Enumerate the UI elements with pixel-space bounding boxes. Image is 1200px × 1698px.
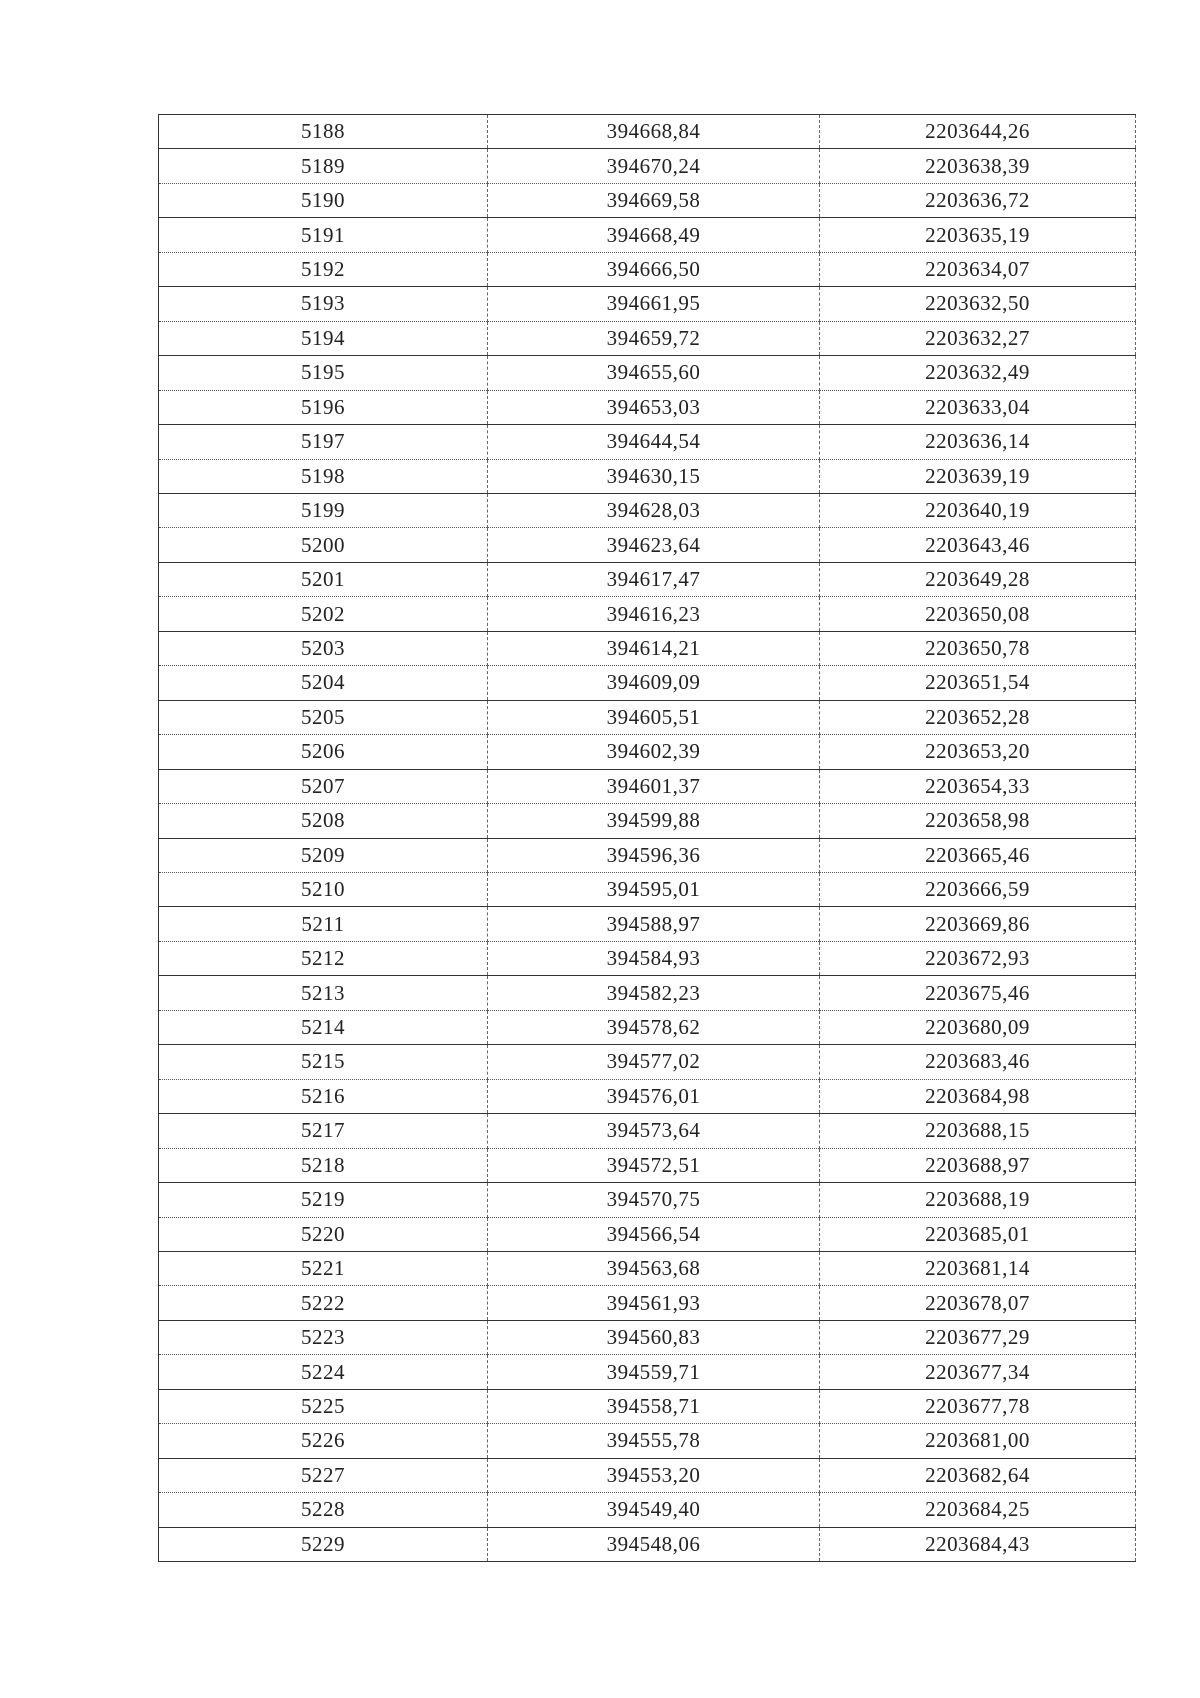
point-number-cell: 5188 <box>159 115 488 149</box>
y-coordinate-cell: 2203636,72 <box>820 183 1136 217</box>
point-number-cell: 5195 <box>159 356 488 390</box>
y-coordinate-cell: 2203653,20 <box>820 735 1136 769</box>
x-coordinate-cell: 394596,36 <box>488 838 820 872</box>
y-coordinate-cell: 2203669,86 <box>820 907 1136 941</box>
table-row <box>159 1389 1136 1423</box>
table-row <box>159 356 1136 390</box>
table-row <box>159 1010 1136 1044</box>
y-coordinate-cell: 2203677,34 <box>820 1355 1136 1389</box>
table-row <box>159 838 1136 872</box>
table-row <box>159 287 1136 321</box>
table-row <box>159 1493 1136 1527</box>
x-coordinate-cell: 394555,78 <box>488 1424 820 1458</box>
y-coordinate-cell: 2203651,54 <box>820 666 1136 700</box>
point-number-cell: 5202 <box>159 597 488 631</box>
point-number-cell: 5198 <box>159 459 488 493</box>
table-row <box>159 1527 1136 1561</box>
table-row <box>159 1217 1136 1251</box>
table-row <box>159 1320 1136 1354</box>
point-number-cell: 5222 <box>159 1286 488 1320</box>
x-coordinate-cell: 394601,37 <box>488 769 820 803</box>
point-number-cell: 5204 <box>159 666 488 700</box>
table-row <box>159 562 1136 596</box>
table-row <box>159 666 1136 700</box>
table-row <box>159 1114 1136 1148</box>
y-coordinate-cell: 2203688,19 <box>820 1183 1136 1217</box>
y-coordinate-cell: 2203666,59 <box>820 872 1136 906</box>
coordinates-table <box>158 114 1136 1562</box>
point-number-cell: 5191 <box>159 218 488 252</box>
table-row <box>159 1045 1136 1079</box>
x-coordinate-cell: 394595,01 <box>488 872 820 906</box>
point-number-cell: 5218 <box>159 1148 488 1182</box>
point-number-cell: 5224 <box>159 1355 488 1389</box>
y-coordinate-cell: 2203643,46 <box>820 528 1136 562</box>
point-number-cell: 5194 <box>159 321 488 355</box>
point-number-cell: 5189 <box>159 149 488 183</box>
y-coordinate-cell: 2203677,78 <box>820 1389 1136 1423</box>
y-coordinate-cell: 2203665,46 <box>820 838 1136 872</box>
point-number-cell: 5228 <box>159 1493 488 1527</box>
x-coordinate-cell: 394614,21 <box>488 631 820 665</box>
point-number-cell: 5208 <box>159 804 488 838</box>
x-coordinate-cell: 394558,71 <box>488 1389 820 1423</box>
x-coordinate-cell: 394572,51 <box>488 1148 820 1182</box>
y-coordinate-cell: 2203632,50 <box>820 287 1136 321</box>
x-coordinate-cell: 394609,09 <box>488 666 820 700</box>
table-row <box>159 1183 1136 1217</box>
table-row <box>159 1148 1136 1182</box>
point-number-cell: 5201 <box>159 562 488 596</box>
y-coordinate-cell: 2203678,07 <box>820 1286 1136 1320</box>
table-row <box>159 252 1136 286</box>
point-number-cell: 5209 <box>159 838 488 872</box>
y-coordinate-cell: 2203681,14 <box>820 1251 1136 1285</box>
y-coordinate-cell: 2203632,49 <box>820 356 1136 390</box>
table-row <box>159 804 1136 838</box>
x-coordinate-cell: 394570,75 <box>488 1183 820 1217</box>
x-coordinate-cell: 394668,49 <box>488 218 820 252</box>
y-coordinate-cell: 2203634,07 <box>820 252 1136 286</box>
x-coordinate-cell: 394616,23 <box>488 597 820 631</box>
table-row <box>159 631 1136 665</box>
x-coordinate-cell: 394668,84 <box>488 115 820 149</box>
x-coordinate-cell: 394628,03 <box>488 493 820 527</box>
x-coordinate-cell: 394582,23 <box>488 976 820 1010</box>
x-coordinate-cell: 394560,83 <box>488 1320 820 1354</box>
x-coordinate-cell: 394617,47 <box>488 562 820 596</box>
table-row <box>159 700 1136 734</box>
y-coordinate-cell: 2203649,28 <box>820 562 1136 596</box>
point-number-cell: 5214 <box>159 1010 488 1044</box>
x-coordinate-cell: 394576,01 <box>488 1079 820 1113</box>
point-number-cell: 5197 <box>159 425 488 459</box>
table-row <box>159 493 1136 527</box>
y-coordinate-cell: 2203685,01 <box>820 1217 1136 1251</box>
point-number-cell: 5205 <box>159 700 488 734</box>
table-row <box>159 321 1136 355</box>
y-coordinate-cell: 2203684,25 <box>820 1493 1136 1527</box>
y-coordinate-cell: 2203638,39 <box>820 149 1136 183</box>
table-row <box>159 907 1136 941</box>
point-number-cell: 5225 <box>159 1389 488 1423</box>
point-number-cell: 5215 <box>159 1045 488 1079</box>
point-number-cell: 5227 <box>159 1458 488 1492</box>
x-coordinate-cell: 394644,54 <box>488 425 820 459</box>
table-row <box>159 115 1136 149</box>
table-row <box>159 769 1136 803</box>
y-coordinate-cell: 2203680,09 <box>820 1010 1136 1044</box>
table-row <box>159 183 1136 217</box>
y-coordinate-cell: 2203636,14 <box>820 425 1136 459</box>
point-number-cell: 5229 <box>159 1527 488 1561</box>
table-row <box>159 149 1136 183</box>
table-row <box>159 1251 1136 1285</box>
y-coordinate-cell: 2203633,04 <box>820 390 1136 424</box>
point-number-cell: 5221 <box>159 1251 488 1285</box>
x-coordinate-cell: 394666,50 <box>488 252 820 286</box>
point-number-cell: 5217 <box>159 1114 488 1148</box>
x-coordinate-cell: 394602,39 <box>488 735 820 769</box>
y-coordinate-cell: 2203675,46 <box>820 976 1136 1010</box>
table-row <box>159 425 1136 459</box>
x-coordinate-cell: 394549,40 <box>488 1493 820 1527</box>
x-coordinate-cell: 394661,95 <box>488 287 820 321</box>
y-coordinate-cell: 2203658,98 <box>820 804 1136 838</box>
y-coordinate-cell: 2203650,78 <box>820 631 1136 665</box>
y-coordinate-cell: 2203688,97 <box>820 1148 1136 1182</box>
x-coordinate-cell: 394599,88 <box>488 804 820 838</box>
x-coordinate-cell: 394577,02 <box>488 1045 820 1079</box>
table-row <box>159 976 1136 1010</box>
point-number-cell: 5200 <box>159 528 488 562</box>
y-coordinate-cell: 2203644,26 <box>820 115 1136 149</box>
x-coordinate-cell: 394561,93 <box>488 1286 820 1320</box>
x-coordinate-cell: 394659,72 <box>488 321 820 355</box>
x-coordinate-cell: 394578,62 <box>488 1010 820 1044</box>
table-row <box>159 1355 1136 1389</box>
point-number-cell: 5203 <box>159 631 488 665</box>
point-number-cell: 5206 <box>159 735 488 769</box>
x-coordinate-cell: 394630,15 <box>488 459 820 493</box>
table-row <box>159 941 1136 975</box>
point-number-cell: 5192 <box>159 252 488 286</box>
table-row <box>159 735 1136 769</box>
coordinates-table-body <box>159 115 1136 1562</box>
y-coordinate-cell: 2203635,19 <box>820 218 1136 252</box>
y-coordinate-cell: 2203682,64 <box>820 1458 1136 1492</box>
y-coordinate-cell: 2203681,00 <box>820 1424 1136 1458</box>
y-coordinate-cell: 2203688,15 <box>820 1114 1136 1148</box>
y-coordinate-cell: 2203632,27 <box>820 321 1136 355</box>
point-number-cell: 5199 <box>159 493 488 527</box>
x-coordinate-cell: 394584,93 <box>488 941 820 975</box>
point-number-cell: 5213 <box>159 976 488 1010</box>
x-coordinate-cell: 394653,03 <box>488 390 820 424</box>
x-coordinate-cell: 394623,64 <box>488 528 820 562</box>
x-coordinate-cell: 394605,51 <box>488 700 820 734</box>
table-row <box>159 1079 1136 1113</box>
y-coordinate-cell: 2203640,19 <box>820 493 1136 527</box>
point-number-cell: 5207 <box>159 769 488 803</box>
table-row <box>159 1458 1136 1492</box>
point-number-cell: 5196 <box>159 390 488 424</box>
y-coordinate-cell: 2203684,98 <box>820 1079 1136 1113</box>
table-row <box>159 597 1136 631</box>
x-coordinate-cell: 394588,97 <box>488 907 820 941</box>
point-number-cell: 5190 <box>159 183 488 217</box>
y-coordinate-cell: 2203654,33 <box>820 769 1136 803</box>
x-coordinate-cell: 394563,68 <box>488 1251 820 1285</box>
table-row <box>159 1424 1136 1458</box>
y-coordinate-cell: 2203652,28 <box>820 700 1136 734</box>
table-row <box>159 1286 1136 1320</box>
point-number-cell: 5219 <box>159 1183 488 1217</box>
x-coordinate-cell: 394566,54 <box>488 1217 820 1251</box>
table-row <box>159 390 1136 424</box>
table-row <box>159 528 1136 562</box>
point-number-cell: 5210 <box>159 872 488 906</box>
point-number-cell: 5212 <box>159 941 488 975</box>
x-coordinate-cell: 394559,71 <box>488 1355 820 1389</box>
x-coordinate-cell: 394669,58 <box>488 183 820 217</box>
point-number-cell: 5193 <box>159 287 488 321</box>
y-coordinate-cell: 2203639,19 <box>820 459 1136 493</box>
point-number-cell: 5223 <box>159 1320 488 1354</box>
y-coordinate-cell: 2203683,46 <box>820 1045 1136 1079</box>
y-coordinate-cell: 2203684,43 <box>820 1527 1136 1561</box>
point-number-cell: 5216 <box>159 1079 488 1113</box>
x-coordinate-cell: 394553,20 <box>488 1458 820 1492</box>
point-number-cell: 5226 <box>159 1424 488 1458</box>
x-coordinate-cell: 394670,24 <box>488 149 820 183</box>
table-row <box>159 459 1136 493</box>
x-coordinate-cell: 394548,06 <box>488 1527 820 1561</box>
x-coordinate-cell: 394655,60 <box>488 356 820 390</box>
table-row <box>159 218 1136 252</box>
table-row <box>159 872 1136 906</box>
y-coordinate-cell: 2203677,29 <box>820 1320 1136 1354</box>
point-number-cell: 5220 <box>159 1217 488 1251</box>
x-coordinate-cell: 394573,64 <box>488 1114 820 1148</box>
y-coordinate-cell: 2203672,93 <box>820 941 1136 975</box>
y-coordinate-cell: 2203650,08 <box>820 597 1136 631</box>
point-number-cell: 5211 <box>159 907 488 941</box>
